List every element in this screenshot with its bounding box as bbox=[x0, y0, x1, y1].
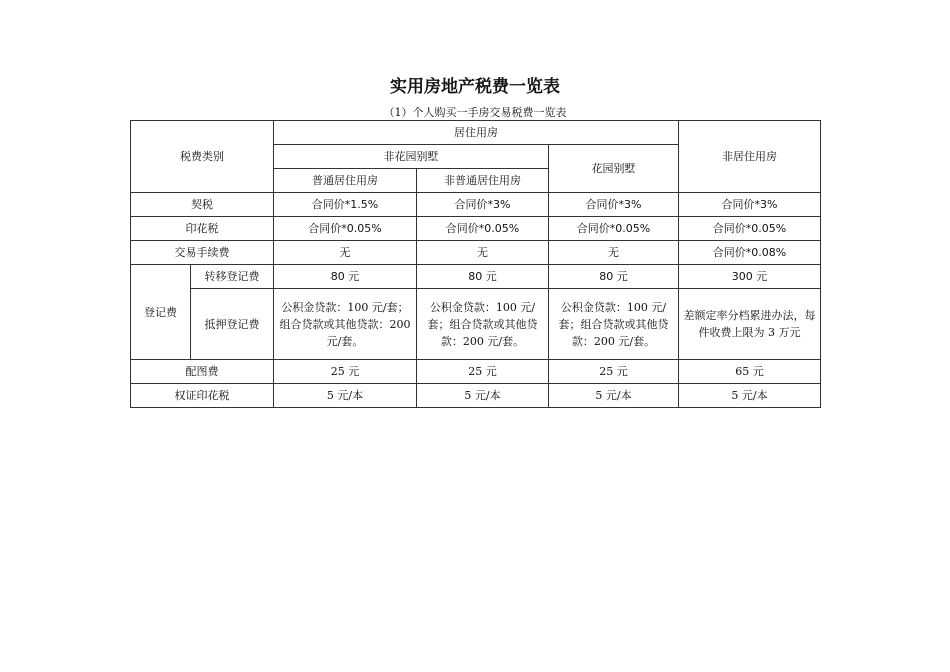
table-cell: 差额定率分档累进办法，每件收费上限为 3 万元 bbox=[679, 289, 821, 360]
row-label-registration: 登记费 bbox=[131, 265, 191, 360]
header-residential: 居住用房 bbox=[274, 121, 679, 145]
table-cell: 80 元 bbox=[417, 265, 549, 289]
table-cell: 25 元 bbox=[549, 360, 679, 384]
table-cell: 合同价*1.5% bbox=[274, 193, 417, 217]
table-row bbox=[131, 193, 821, 217]
row-label: 交易手续费 bbox=[131, 241, 274, 265]
table-cell: 公积金贷款：100 元/套；组合贷款或其他贷款：200 元/套。 bbox=[274, 289, 417, 360]
table-cell: 65 元 bbox=[679, 360, 821, 384]
table-cell: 5 元/本 bbox=[274, 384, 417, 408]
table-row bbox=[131, 217, 821, 241]
row-label: 权证印花税 bbox=[131, 384, 274, 408]
table-cell: 80 元 bbox=[549, 265, 679, 289]
header-non-residential: 非居住用房 bbox=[679, 121, 821, 193]
header-villa: 花园别墅 bbox=[549, 145, 679, 193]
table-cell: 80 元 bbox=[274, 265, 417, 289]
document-title: 实用房地产税费一览表 bbox=[390, 77, 560, 97]
row-label: 印花税 bbox=[131, 217, 274, 241]
header-ordinary: 普通居住用房 bbox=[274, 169, 417, 193]
table-caption: （1）个人购买一手房交易税费一览表 bbox=[383, 106, 567, 119]
table-cell: 合同价*0.08% bbox=[679, 241, 821, 265]
table-cell: 合同价*3% bbox=[679, 193, 821, 217]
table-cell: 无 bbox=[274, 241, 417, 265]
table-cell: 合同价*0.05% bbox=[549, 217, 679, 241]
table-cell: 25 元 bbox=[417, 360, 549, 384]
tax-fee-table bbox=[130, 120, 821, 408]
header-category: 税费类别 bbox=[131, 121, 274, 193]
row-label: 契税 bbox=[131, 193, 274, 217]
table-row bbox=[131, 360, 821, 384]
table-cell: 300 元 bbox=[679, 265, 821, 289]
table-row bbox=[131, 384, 821, 408]
table-cell: 5 元/本 bbox=[549, 384, 679, 408]
table-cell: 公积金贷款：100 元/套；组合贷款或其他贷款：200 元/套。 bbox=[417, 289, 549, 360]
table-cell: 无 bbox=[549, 241, 679, 265]
table-cell: 公积金贷款：100 元/套；组合贷款或其他贷款：200 元/套。 bbox=[549, 289, 679, 360]
header-non-villa: 非花园别墅 bbox=[274, 145, 549, 169]
row-sublabel: 抵押登记费 bbox=[191, 289, 274, 360]
table-cell: 合同价*0.05% bbox=[417, 217, 549, 241]
table-cell: 合同价*0.05% bbox=[274, 217, 417, 241]
table-row bbox=[131, 241, 821, 265]
table-row bbox=[131, 289, 821, 360]
table-cell: 5 元/本 bbox=[679, 384, 821, 408]
table-row bbox=[131, 265, 821, 289]
table-cell: 25 元 bbox=[274, 360, 417, 384]
table-cell: 合同价*0.05% bbox=[679, 217, 821, 241]
header-non-ordinary: 非普通居住用房 bbox=[417, 169, 549, 193]
row-sublabel: 转移登记费 bbox=[191, 265, 274, 289]
table-cell: 合同价*3% bbox=[549, 193, 679, 217]
table-cell: 合同价*3% bbox=[417, 193, 549, 217]
table-cell: 5 元/本 bbox=[417, 384, 549, 408]
table-cell: 无 bbox=[417, 241, 549, 265]
row-label: 配图费 bbox=[131, 360, 274, 384]
header-row-1 bbox=[131, 121, 821, 145]
